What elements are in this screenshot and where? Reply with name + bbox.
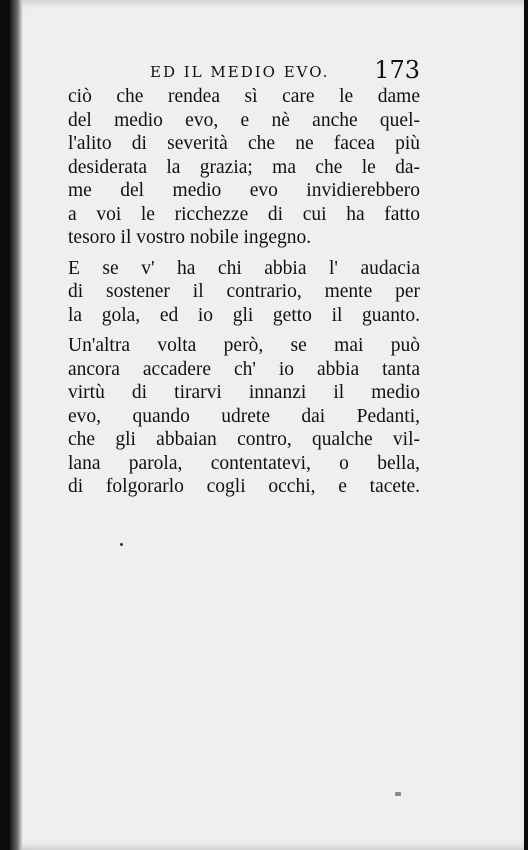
body-text [68,85,420,499]
paper-speck [395,792,401,796]
text-line: lana parola, contentatevi, o bella, [68,452,420,474]
text-line: del medio evo, e nè anche quel- [68,109,420,131]
page-spine-shadow [10,0,22,850]
paper-speck [120,543,123,546]
text-line: E se v' ha chi abbia l' audacia [68,257,420,279]
text-line: di folgorarlo cogli occhi, e tacete. [68,476,420,497]
book-page [10,0,524,850]
paragraph [68,257,420,328]
text-line: la gola, ed io gli getto il guanto. [68,304,420,326]
paragraph [68,85,420,250]
running-title: ED IL MEDIO EVO. [150,63,330,81]
text-line: me del medio evo invidierebbero [68,180,420,201]
text-line: che gli abbaian contro, qualche vil- [68,429,420,450]
text-line: a voi le ricchezze di cui ha fatto [68,203,420,225]
text-line: evo, quando udrete dai Pedanti, [68,405,420,427]
paragraph [68,334,420,499]
text-line: Un'altra volta però, se mai può [68,335,420,356]
text-line: desiderata la grazia; ma che le da- [68,156,420,178]
text-line: virtù di tirarvi innanzi il medio [68,382,420,403]
text-line: tesoro il vostro nobile ingegno. [68,227,312,248]
text-line: di sostener il contrario, mente per [68,281,420,302]
page-header [150,56,420,84]
page-number: 173 [374,56,420,84]
text-line: ciò che rendea sì care le dame [68,86,420,107]
text-line: l'alito di severità che ne facea più [68,133,420,154]
text-line: ancora accadere ch' io abbia tanta [68,358,420,380]
